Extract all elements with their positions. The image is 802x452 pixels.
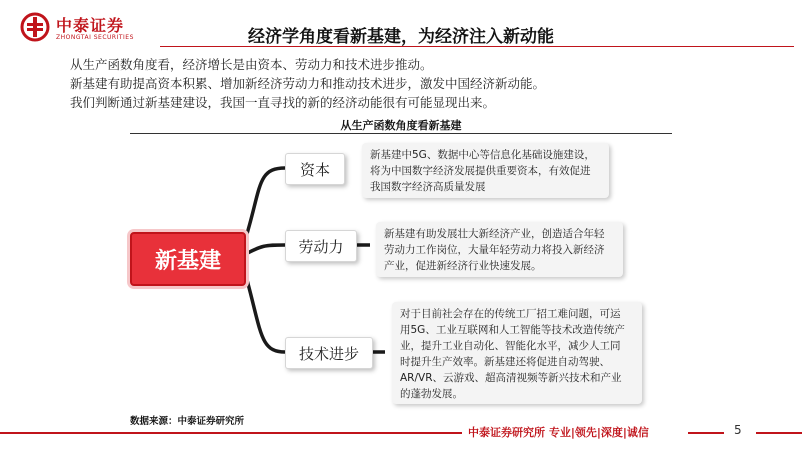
branch-desc-tech: [392, 302, 642, 404]
footer-rule-left: [0, 432, 462, 434]
branch-node-tech: 技术进步: [285, 337, 373, 369]
desc-line: 新基建有助发展壮大新经济产业，创造适合年轻: [384, 228, 605, 240]
desc-line: 将为中国数字经济发展提供重要资本，有效促进: [370, 165, 591, 177]
diagram-title: 从生产函数角度看新基建: [340, 119, 462, 132]
desc-line: 产业，促进新经济行业快速发展。: [384, 260, 542, 272]
branch-node-labor: 劳动力: [285, 230, 357, 262]
intro-line-2: 新基建有助提高资本积累、增加新经济劳动力和推动技术进步，激发中国经济新动能。: [70, 76, 546, 91]
central-node: 新基建: [130, 232, 246, 286]
branch-desc-labor: [376, 222, 623, 277]
desc-line: 业，提升工业自动化、智能化水平，减少人工同: [400, 340, 621, 352]
desc-line: 用5G、工业互联网和人工智能等技术改造传统产: [400, 324, 625, 336]
footer-rule-right: [756, 432, 802, 434]
branch-desc-capital: [362, 143, 609, 198]
intro-line-3: 我们判断通过新基建建设，我国一直寻找的新的经济动能很有可能显现出来。: [70, 95, 496, 110]
desc-line: 时提升生产效率。新基建还将促进自动驾驶、: [400, 356, 610, 368]
data-source: 数据来源：中泰证券研究所: [130, 416, 245, 427]
logo-text: 中泰证券: [56, 16, 125, 35]
logo-subtext: ZHONGTAI SECURITIES: [56, 34, 134, 41]
intro-line-1: 从生产函数角度看，经济增长是由资本、劳动力和技术进步推动。: [70, 57, 433, 72]
desc-line: 我国数字经济高质量发展: [370, 181, 486, 193]
page-number: 5: [734, 423, 742, 437]
footer-rule-mid: [688, 432, 724, 434]
desc-line: 对于目前社会存在的传统工厂招工难问题，可运: [400, 308, 621, 320]
desc-line: 新基建中5G、数据中心等信息化基础设施建设，: [370, 149, 595, 161]
branch-node-capital: 资本: [285, 153, 345, 185]
desc-line: 的蓬勃发展。: [400, 388, 463, 400]
desc-line: 劳动力工作岗位，大量年轻劳动力将投入新经济: [384, 244, 605, 256]
desc-line: AR/VR、云游戏、超高清视频等新兴技术和产业: [400, 372, 622, 384]
footer-slogan: 中泰证券研究所 专业|领先|深度|诚信: [468, 426, 649, 439]
page-title: 经济学角度看新基建，为经济注入新动能: [248, 27, 554, 47]
